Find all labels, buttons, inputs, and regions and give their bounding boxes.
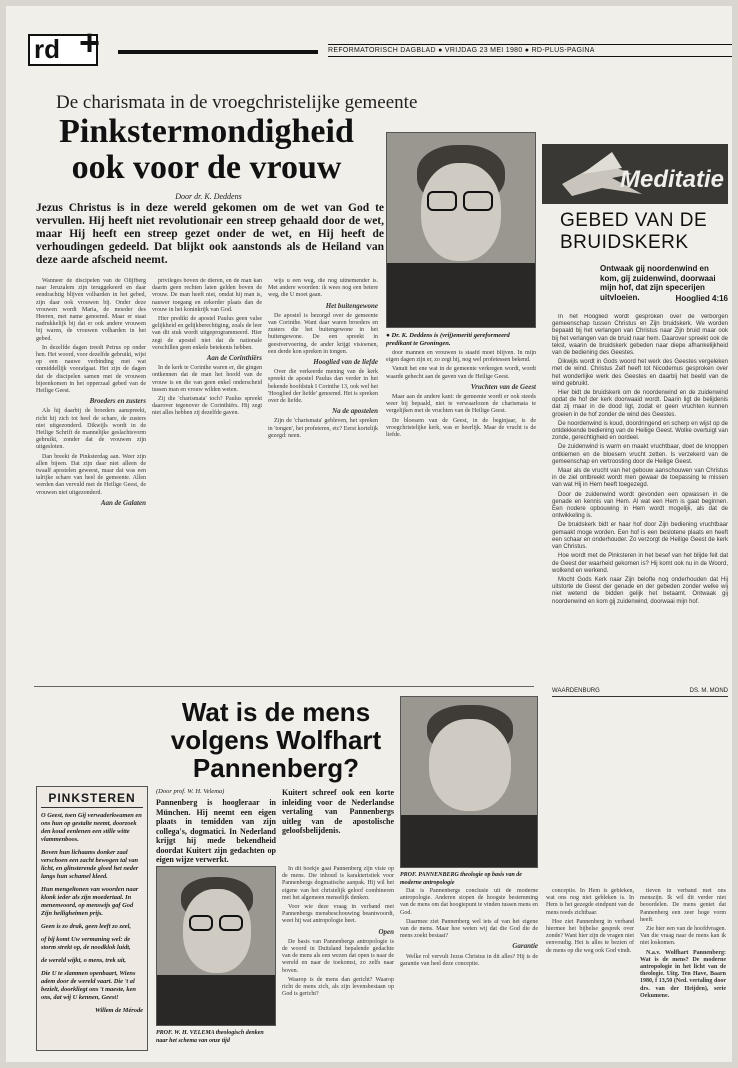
paragraph: Dat is Pannenbergs conclusie uit de moderne antropologie. Anderen stopen de hoogste bestemming van de mens om dat hoogtepunt te vinden tussen mens en God.	[400, 888, 538, 916]
wat-byline: (Door prof. W. H. Velema)	[156, 788, 225, 795]
subhead: Open	[378, 927, 394, 936]
wat-headline: Wat is de mens volgens Wolfhart Pannenberg?	[170, 697, 382, 783]
meditatie-body	[552, 314, 728, 684]
book-note: N.a.v. Wolfhart Pannenberg: Wat is de mens? De moderne antropologie in het licht van de theologie. Uitg. Ten Have, Baarn 1980, f 13,50 (Ned. vertaling door drs. van der Heijden), serie Oekumene.	[640, 949, 726, 999]
paragraph: In het Hooglied wordt gesproken over de verborgen gemeenschap tussen Christus en Zijn bruidskerk. We worden bepaald bij het verlangen van Christus naar Zijn bruid maar ook bij het verlangen van de bruid naar hem. Daarover spreekt ook de tekst, waarin de bruidskerk gebeden naar diepe afhankelijkheid van de bediening des Geestes.	[552, 314, 728, 357]
subhead: Aan de Galaten	[100, 498, 146, 507]
subhead: Het buitengewone	[325, 301, 378, 310]
pinksteren-poem-box	[36, 786, 148, 1051]
poem-stanza: Boven hun lichaams donker zaal verschoen een zacht bewogen tal van licht, en glinsterende gloed het neder langs hun schamel kleed.	[41, 849, 139, 880]
subhead: Garantie	[512, 942, 538, 951]
article-column-1	[36, 278, 146, 678]
subhead: Aan de Corinthiërs	[206, 354, 262, 363]
masthead	[28, 22, 728, 70]
paragraph: Hier bidt de bruidskerk om de noordenwind en de zuidenwind opdat de hof der kerk doorwaaid wordt. Daarin ligt de belijdenis dat zij maar in de dood ligt, zodat er geen vruchten kunnen groeien in de hof zonder de wind des Geestes.	[552, 390, 728, 418]
pannenberg-photo	[400, 696, 538, 868]
newspaper-page	[6, 6, 732, 1062]
paragraph: tieven in verband met ons menszijn. Ik wil dit verder niet beoordelen. De mens geniet dat Pannenberg een zeer hoge vorm heeft.	[640, 888, 726, 923]
paragraph: Hoe wordt met de Pinksteren in het besef van het blijde feit dat de Geest der waarheid gekomen is? Hij komt ook nu in de Woord, wolkend en werkend.	[552, 553, 728, 574]
kicker: De charismata in de vroegchristelijke gemeente	[56, 92, 418, 113]
paragraph: De basis van Pannenbergs antropologie is de woord in Duitsland bepalende gedachte van de mens als een wezen dat open is naar de wereld en naar de toekomst, zo zelfs naar boven.	[282, 938, 394, 974]
poem-stanza: Hun mengeltonen van woorden naar klonk ieder als zijn moedertaal. In menenwoord, op menswijs gaf God Zijn heiligheimen prijs.	[41, 886, 139, 917]
subhead: Vruchten van de Geest	[470, 382, 536, 391]
deddens-caption: ● Dr. K. Deddens is (vrij)emeriti gereformeerd predikant te Groningen.	[386, 332, 510, 347]
subhead: Hooglied van de liefde	[313, 358, 378, 367]
poem-stanza: O Geest, toen Gij verwaderkwamen en ons hun op gestalte neemt, doorzoek den koud eenlenen een stille witte vlammenboos.	[41, 812, 142, 843]
paragraph: Hoe ziet Pannenberg in verband hiermee het bijbelse gesprek over zonde? Want hier zijn de vragen niet eenvoudig. Het is alles te bezien of de mens op die weg ook God vindt.	[546, 918, 634, 954]
paragraph: In de kerk te Corinthe waren er, die gingen ontkennen dat de man het hoofd van de vrouw is en die van geen enkel onderscheid tussen man en vrouw wilden weten.	[152, 365, 262, 393]
paragraph: De zuidenwind is warm en maakt vruchtbaar, doet de knoppen ontkiemen en de bloesem vrucht zetten. Is verzekerd van de gemeenschap en vertroosting door de Heilige Geest.	[552, 444, 728, 465]
velema-caption: PROF. W. H. VELEMA theologisch denken naar het schema van onze tijd	[156, 1030, 264, 1044]
paragraph: In dezelfde dagen treedt Petrus op onder hen. Het woord, voor dezelfde gebruikt, wijst op een nauwe verbinding met wat onmiddellijk voorafgaat. Het zijn de dagen dat de discipelen samen met de vrouwen bijeenkomen in het opperzaal gebed van de Heilige Geest.	[36, 344, 146, 395]
rd-logo: rd +	[28, 34, 98, 66]
meditatie-lead: Ontwaak gij noordenwind en kom, gij zuidenwind, doorwaai mijn hof, dat zijn specerijen uitvloeien.	[600, 264, 716, 302]
poem-author: Willem de Mérode	[94, 1007, 143, 1014]
wat-column-4	[640, 888, 726, 1058]
paragraph: Dikwijls wordt in Gods woord het werk des Geestes vergeleken met de wind. Christus Zelf heeft tot Nicodemus gesproken over het wonderlijke werk des Geestes en daarbij het beeld van de wind gebruikt.	[552, 359, 728, 387]
paragraph: Maar aan de andere kant: de gemeente wordt er ook steeds weer bij bepaald, niet te verwaarlozen de charismata te vergelijken met de vruchten van de Heilige Geest.	[386, 394, 536, 415]
divider	[34, 686, 534, 687]
wat-column-1	[282, 866, 394, 1056]
meditatie-signature	[552, 688, 728, 697]
paragraph: Mocht Gods Kerk naar Zijn belofte nog onderhouden dat Hij uitstorte de Geest der genade en der gebeden zonder welke wij niet wetend de bidden gelijk het betaamt. Ontwaak gij noordenwind en kom gij zuidenwind, doorwaai mijn hof.	[552, 576, 728, 605]
byline: Door dr. K. Deddens	[175, 192, 242, 201]
paragraph: conceptie. In Hem is gebleken, wat ons nog niet gebleken is. In Hem is het gezegde eindpunt van de mens reeds zichtbaar.	[546, 888, 634, 916]
paragraph: Dan breekt de Pinksterdag aan. Weer zijn allen bijeen. Dat zijn daar niet alleen de twaalf apostelen geweest, maar dat was een talrijke schare van heel de gemeente. Allen werden dan vervuld met de Heilige Geest, de vrouwen niet uitgezonderd.	[36, 453, 146, 496]
paragraph: wijs u een weg, die nog uitnemender is. Met andere woorden: ik wees nog een betere weg, die U moet gaan.	[268, 278, 378, 299]
paragraph: In dit boekje gaat Pannenberg zijn visie op de mens. Die inhoud is karakteristiek voor Pannenbergs dogmatische aanpak. Hij wil het eigene van het christelijk geloof combineren met het algemeen menselijk denken.	[282, 866, 394, 901]
paragraph: Voor wie deze vraag in verband met Pannenbergs mensbeschouwing beantwoordt, weet hij wat antropologie heet.	[282, 904, 394, 925]
paragraph: Welke rol vervult Jezus Christus in dit alles? Hij is de garantie van heel deze conceptie.	[400, 953, 538, 967]
paragraph: Als hij daarbij de broeders aanspreekt, richt hij zich tot heel de schare, de zusters niet uitgezonderd. Dikwijls wordt in de Heilige Schrift de mannelijke geslachtsvorm gebruikt, zonder dat de vrouwen zijn uitgesloten.	[36, 408, 146, 451]
deddens-photo	[386, 132, 536, 328]
article-column-3	[268, 278, 378, 678]
sign-name: DS. M. MOND	[689, 688, 728, 694]
subhead: Broeders en zusters	[89, 397, 146, 406]
poem-stanza: de wereld wijkt, o mens, trek uit,	[41, 957, 127, 964]
pannenberg-caption: PROF. PANNENBERG theologie op basis van de moderne antropologie	[400, 872, 522, 886]
meditatie-word: Meditatie	[619, 166, 724, 193]
paragraph: Wanneer de discipelen van de Olijfberg naar Jeruzalem zijn teruggekeerd en daar eendrachtig blijven volharden in het gebed, zijn daar ook vrouwen bij. Onder deze vrouwen wordt Maria, de moeder des Heeren, met name genoemd. Maar er staat nadrukkelijk bij dat er ook andere vrouwen bij waren, de vrouwen volharden in het gebed.	[36, 278, 146, 342]
paragraph: Zijn de 'charismata' gebleven, het spreken in 'tongen', het profeteren, etc? Eerst kortelijk gezegd: neen.	[268, 418, 378, 439]
paragraph: De bruidskerk bidt er haar hof door Zijn bediening vruchtbaar gemaakt moge worden. Een hof is een beslotene plaats en heeft een schaar en onderhouder. Zo verzorgt de Heilige Geest de kerk van Christus.	[552, 522, 728, 551]
meditatie-banner	[542, 144, 728, 204]
headline: Pinkstermondigheid ook voor de vrouw	[59, 113, 354, 186]
poem-stanza: Geen is zo druk, geen leeft zo zeel,	[41, 923, 131, 930]
paragraph: De noordenwind is koud, doordringend en scherp en wijst op de ontdekkende bediening van de Heilige Geest. Wolke overtuigt van zonde, gerechtigheid en oordeel.	[552, 420, 728, 442]
meditatie-reference: Hooglied 4:16	[675, 294, 728, 303]
poem-body	[41, 812, 143, 1002]
paragraph: De apostel is bezorgd over de gemeente van Corinthe. Want daar waren broeders en zusters die het buitengewone in het buitengewone. De een spreekt in geestvervoering, de ander krijgt visioenen, een derde kon spreken in tongen.	[268, 312, 378, 355]
paragraph: Daarmee ziet Pannenberg wel iets af van het eigene van de mens. Maar hoe weten wij dat die God die de mens zoekt bestaat?	[400, 918, 538, 940]
wat-intro-continued: Kuitert schreef ook een korte inleiding voor de Nederlandse vertaling van Pannenbergs uitleg van de apostolische geloofsbelijdenis.	[282, 788, 394, 835]
paragraph: privileges boven de dieren, en de man kan daarin geen rechten laten gelden boven de vrouw. De man heeft niet, omdat hij man is, nauwer toegang en zekerder plaats dan de vrouw in het koninkrijk van God.	[152, 278, 262, 313]
wat-intro: Pannenberg is hoogleraar in München. Hij neemt een eigen plaats in temidden van zijn collega's, dogmatici. In Nederland krijgt hij mede bekendheid doordat Kuitert zijn gedachten op eigen wijze verwerkt.	[156, 798, 276, 864]
masthead-rule	[118, 50, 318, 54]
wat-column-3	[546, 888, 634, 1058]
paragraph: Door de zuidenwind wordt gevonden een opwassen in de genade en kennis van Hem. Al wat een Hem is gaat beginnen. Een nodere opbouwing in Hem wordt mogelijk, als dat de ontwikkeling is.	[552, 491, 728, 520]
poem-title: PINKSTEREN	[41, 791, 143, 808]
publication-line: REFORMATORISCH DAGBLAD ● VRIJDAG 23 MEI 1980 ● RD-PLUS-PAGINA	[328, 44, 732, 57]
paragraph: Waarop is de mens dan gericht? Waarop richt de mens zich, als zijn levensbestaan op God is gericht?	[282, 976, 394, 998]
article-column-2	[152, 278, 262, 678]
paragraph: Vanuit het ene wat in de gemeente verkregen wordt, wordt waarde gehecht aan de gaven van de Heilige Geest.	[386, 366, 536, 380]
wat-column-2	[400, 888, 538, 1058]
paragraph: Zie hier een van de hoofdvragen. Van die vraag naar de mens kan ik niet loskomen.	[640, 926, 726, 947]
subhead: Na de apostelen	[332, 407, 378, 416]
article-column-4	[386, 350, 536, 680]
poem-stanza: Die U te slammen openbaart, Wiens adem door de wereld vaart. Die 't al bezielt, doorkliegt ons 't maeste, ken ons, dat wij U kennen, Geest!	[41, 970, 136, 1001]
paragraph: Hier predikt de apostel Paulus geen valse gelijkheid en gelijkberechtiging, zoals de leer van dit stuk wordt uitgeprogrammeerd. Hier zegt de apostel niet dat de nationale verschillen geen enkele betekenis hebben.	[152, 316, 262, 351]
paragraph: door mannen en vrouwen is staafd moet blijven. In mijn eigen dagen zijn er, zo zegt hij, nog wel profetessen bekend.	[386, 350, 536, 364]
paragraph: Over die verkeerde mening van de kerk spreekt de apostel Paulus dan verder in het bekende hoofdstuk I Corinthe 13, ook wel het 'Hooglied der liefde' genoemd. Het is spreken over de liefde.	[268, 369, 378, 405]
paragraph: Maar als de vrucht van het gebouw aanschouwen van Christus in de ziel ontbreekt wordt men gewaar de toepassing te missen van wat Hij in Hem heeft toegezegd.	[552, 468, 728, 489]
meditatie-title: GEBED VAN DE BRUIDSKERK	[560, 210, 708, 253]
velema-photo	[156, 866, 276, 1026]
poem-stanza: of bij komt Uw vermaning wel: de storm strekt op, de noodklok luidt,	[41, 936, 131, 951]
article-intro: Jezus Christus is in deze wereld gekomen om de wet van God te vervullen. Hij heeft niet revolutionair een streep gehaald door de wet, maar Hij heeft een streep gezet onder de wet, en Hij heeft de verhoudingen gedeeld. Dat blijkt ook aanstonds als de Heiland van deze aarde afscheid neemt.	[36, 202, 384, 266]
sign-place: WAARDENBURG	[552, 688, 600, 694]
paragraph: De bloesem van de Geest, in de beginjaar, is de vroegchristelijke kerk, was er heerlijk. Maar de vrucht is de liefde.	[386, 417, 536, 439]
paragraph: Zij die 'charismata' toch? Paulus spreekt daarover tegenover de Corinthiërs. Hij zegt niet alles hebben zij dezelfde gaven.	[152, 396, 262, 417]
